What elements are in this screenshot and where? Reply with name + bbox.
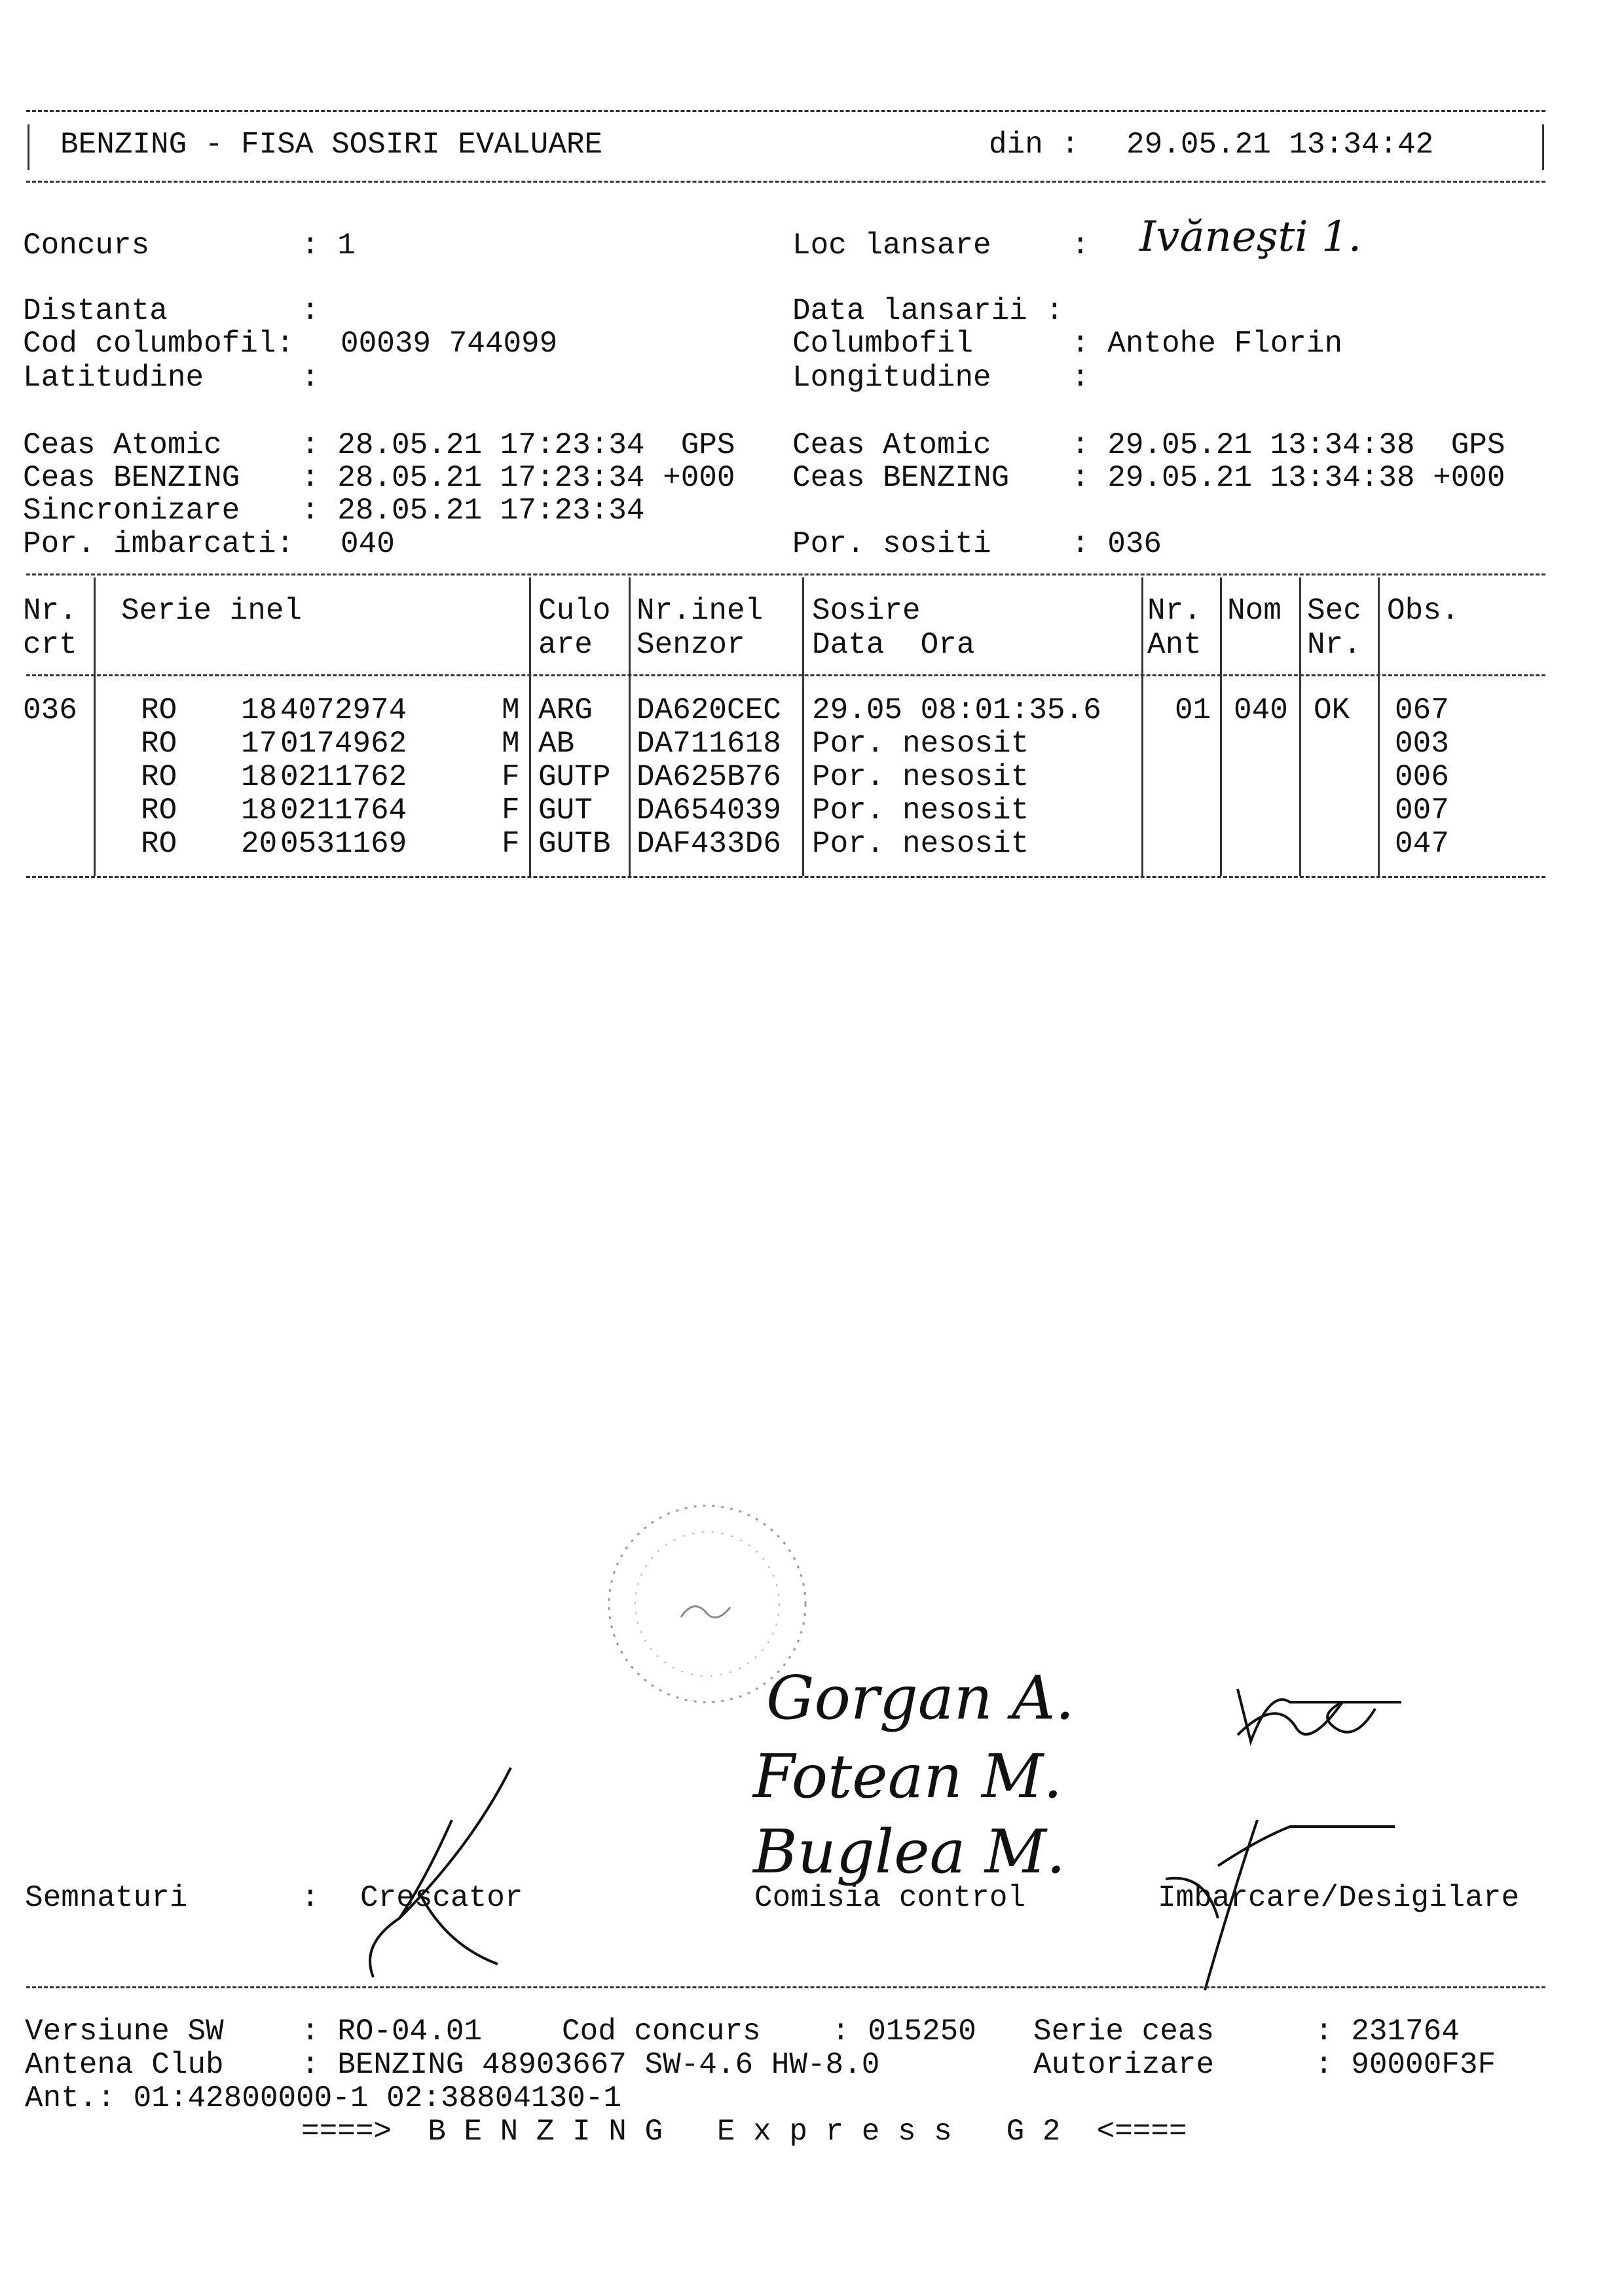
loc-lansare-colon: : [1071, 228, 1090, 263]
ring-number: 4072974 [280, 693, 407, 727]
din-label: din : [989, 128, 1080, 162]
serie-ceas-label: Serie ceas [1033, 2014, 1215, 2049]
arrival: Por. nesosit [812, 760, 1029, 794]
obs: 067 [1395, 693, 1449, 727]
ring-year: 20 [241, 827, 278, 861]
obs: 006 [1395, 760, 1449, 794]
antenna: 01 [1175, 693, 1211, 727]
semnaturi-label: Semnaturi [25, 1881, 188, 1915]
ceas-benzing-end-label: Ceas BENZING [792, 461, 1010, 495]
sensor: DA711618 [637, 727, 781, 761]
header-nr-inel: Nr.inel [637, 594, 764, 628]
color: ARG [538, 693, 593, 727]
ring-year: 17 [241, 727, 278, 761]
column-divider [802, 577, 804, 876]
obs: 007 [1395, 793, 1449, 828]
ring-number: 0174962 [280, 727, 407, 761]
ring-year: 18 [241, 793, 278, 828]
versiune-value: : RO-04.01 [301, 2014, 483, 2049]
ring-country: RO [141, 760, 177, 794]
header-sec-nr: Nr. [1307, 628, 1361, 662]
commission-signature-3: Buglea M. [753, 1817, 1066, 1887]
ring-country: RO [141, 793, 177, 828]
color: GUT [538, 793, 593, 828]
ring-country: RO [141, 827, 177, 861]
table-bottom-border [26, 876, 1545, 878]
crescator-label: Crescator [360, 1881, 523, 1915]
arrival: Por. nesosit [812, 727, 1029, 761]
ceas-atomic-start-label: Ceas Atomic [23, 428, 222, 462]
color: AB [538, 727, 575, 761]
table-header-border [26, 674, 1545, 676]
loc-lansare-handwritten: Ivăneşti 1. [1139, 213, 1362, 261]
cod-concurs-label: Cod concurs [562, 2014, 761, 2049]
header-nr-ant: Nr. [1147, 594, 1202, 628]
cod-columbofil-value: 00039 744099 [341, 327, 558, 361]
din-timestamp: 29.05.21 13:34:42 [1126, 128, 1434, 162]
color: GUTB [538, 827, 611, 861]
antena-club-label: Antena Club [25, 2048, 224, 2082]
header-nr: Nr. [23, 594, 77, 628]
header-right-border [1542, 124, 1544, 170]
obs: 003 [1395, 727, 1449, 761]
ring-number: 0211762 [280, 760, 407, 794]
autorizare-value: : 90000F3F [1315, 2048, 1496, 2082]
sex: F [502, 793, 520, 828]
ceas-benzing-end-value: : 29.05.21 13:34:38 +000 [1071, 461, 1505, 495]
cod-concurs-value: : 015250 [832, 2014, 976, 2049]
header-left-border [28, 124, 29, 170]
sensor: DA654039 [637, 793, 781, 828]
ceas-atomic-end-value: : 29.05.21 13:34:38 GPS [1071, 428, 1505, 462]
nominated: 040 [1234, 693, 1288, 727]
sex: M [502, 727, 520, 761]
ceas-atomic-end-label: Ceas Atomic [792, 428, 991, 462]
commission-signature-strokes [1231, 1663, 1414, 1768]
ring-country: RO [141, 693, 177, 727]
imbarcati-value: 040 [341, 527, 395, 561]
header-crt: crt [23, 628, 77, 662]
sositi-label: Por. sositi [792, 527, 991, 561]
column-divider [529, 577, 531, 876]
column-divider [1299, 577, 1301, 876]
ceas-benzing-start-label: Ceas BENZING [23, 461, 240, 495]
columbofil-label: Columbofil [792, 327, 974, 361]
column-divider [94, 577, 96, 876]
breeder-signature [341, 1761, 537, 1997]
header-culoare-2: are [538, 628, 593, 662]
concurs-value: : 1 [301, 228, 356, 263]
sex: F [502, 827, 520, 861]
row-crt-number: 036 [23, 693, 77, 727]
header-ant: Ant [1147, 628, 1202, 662]
loc-lansare-label: Loc lansare [792, 228, 991, 263]
columbofil-value: : Antohe Florin [1071, 327, 1343, 361]
header-culoare-1: Culo [538, 594, 611, 628]
latitudine-label: Latitudine [23, 361, 204, 395]
footer-top-border [26, 1986, 1545, 1988]
sensor: DA625B76 [637, 760, 781, 794]
commission-signature-1: Gorgan A. [766, 1663, 1075, 1733]
header-nom: Nom [1227, 594, 1282, 628]
serie-ceas-value: : 231764 [1315, 2014, 1460, 2049]
column-divider [629, 577, 631, 876]
header-top-border [26, 110, 1545, 112]
header-senzor: Senzor [637, 628, 745, 662]
column-divider [1378, 577, 1380, 876]
sensor: DAF433D6 [637, 827, 781, 861]
imbarcare-label: Imbarcare/Desigilare [1158, 1881, 1520, 1915]
versiune-label: Versiune SW [25, 2014, 224, 2049]
ring-country: RO [141, 727, 177, 761]
comisia-control-label: Comisia control [754, 1881, 1026, 1915]
document-title: BENZING - FISA SOSIRI EVALUARE [60, 128, 603, 162]
data-lansarii-label: Data lansarii : [792, 294, 1064, 328]
distanta-value: : [301, 294, 320, 328]
column-divider [1220, 577, 1222, 876]
arrival: Por. nesosit [812, 793, 1029, 828]
sex: M [502, 693, 520, 727]
ceas-atomic-start-value: : 28.05.21 17:23:34 GPS [301, 428, 735, 462]
header-sec: Sec [1307, 594, 1361, 628]
latitudine-value: : [301, 361, 320, 395]
longitudine-value: : [1071, 361, 1090, 395]
antenna-line: Ant.: 01:42800000-1 02:38804130-1 [25, 2081, 621, 2115]
column-divider [1141, 577, 1143, 876]
arrival: 29.05 08:01:35.6 [812, 693, 1101, 727]
longitudine-label: Longitudine [792, 361, 991, 395]
benzing-banner: ====> B E N Z I N G E x p r e s s G 2 <==== [301, 2115, 1187, 2149]
header-obs: Obs. [1387, 594, 1460, 628]
ring-number: 0211764 [280, 793, 407, 828]
sositi-value: : 036 [1071, 527, 1162, 561]
header-bottom-border [26, 181, 1545, 183]
concurs-label: Concurs [23, 228, 150, 263]
ring-year: 18 [241, 760, 278, 794]
autorizare-label: Autorizare [1033, 2048, 1215, 2082]
sensor: DA620CEC [637, 693, 781, 727]
color: GUTP [538, 760, 611, 794]
sincronizare-value: : 28.05.21 17:23:34 [301, 494, 645, 528]
header-data-ora: Data Ora [812, 628, 975, 662]
security: OK [1314, 693, 1350, 727]
sex: F [502, 760, 520, 794]
obs: 047 [1395, 827, 1449, 861]
ring-number: 0531169 [280, 827, 407, 861]
cod-columbofil-label: Cod columbofil: [23, 327, 295, 361]
arrival: Por. nesosit [812, 827, 1029, 861]
sincronizare-label: Sincronizare [23, 494, 240, 528]
antena-club-value: : BENZING 48903667 SW-4.6 HW-8.0 [301, 2048, 880, 2082]
ring-year: 18 [241, 693, 278, 727]
ceas-benzing-start-value: : 28.05.21 17:23:34 +000 [301, 461, 735, 495]
commission-signature-2: Fotean M. [753, 1741, 1063, 1812]
header-serie-inel: Serie inel [121, 594, 303, 628]
semnaturi-colon: : [301, 1881, 320, 1915]
header-sosire: Sosire [812, 594, 921, 628]
imbarcati-label: Por. imbarcati: [23, 527, 295, 561]
distanta-label: Distanta [23, 294, 168, 328]
table-top-border [26, 574, 1545, 575]
